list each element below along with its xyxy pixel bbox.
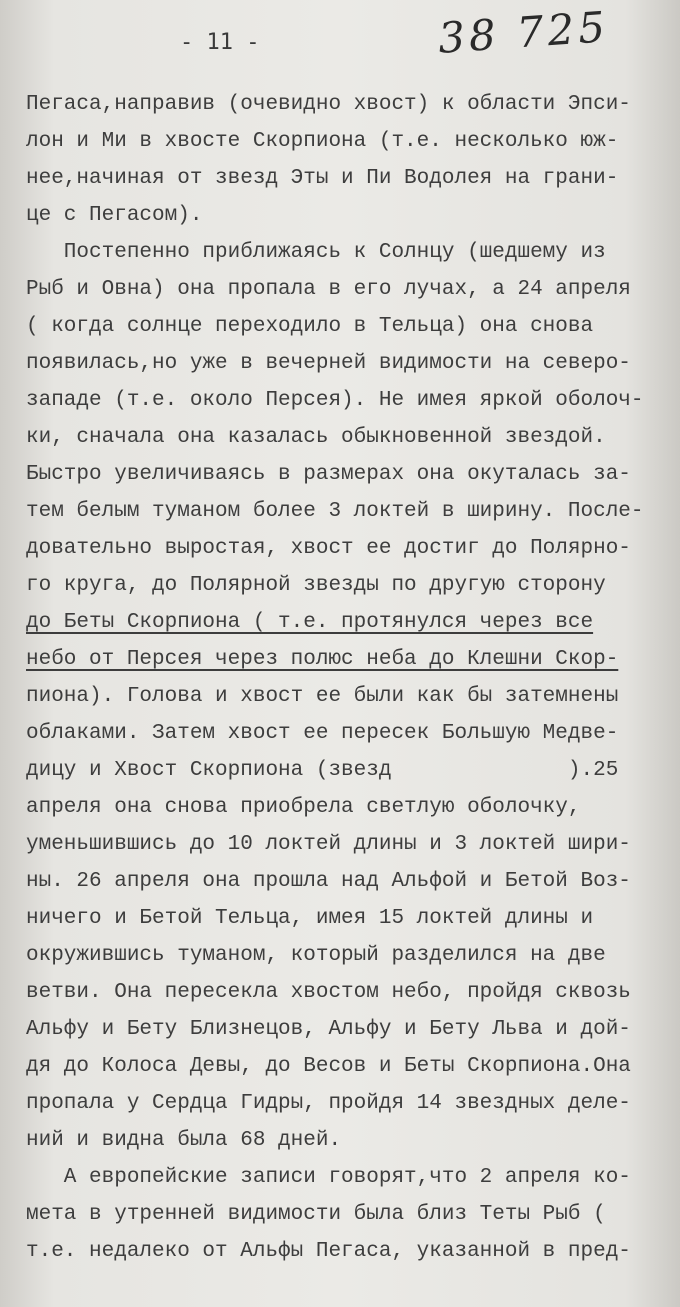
text-line-underlined: до Беты Скорпиона ( т.е. протянулся через все	[26, 611, 594, 634]
text-line-underlined: небо от Персея через полюс неба до Клешни Скор-	[26, 648, 619, 671]
text-line: т.е. недалеко от Альфы Пегаса, указанной в пред-	[26, 1240, 631, 1263]
text-line: тем белым туманом более 3 локтей в ширину. После-	[26, 500, 644, 523]
text-line: облаками. Затем хвост ее пересек Большую Медве-	[26, 722, 619, 745]
text-line: мета в утренней видимости была близ Теты Рыб (	[26, 1203, 606, 1226]
text-line: пиона). Голова и хвост ее были как бы затемнены	[26, 685, 619, 708]
text-line: появилась,но уже в вечерней видимости на северо-	[26, 352, 631, 375]
text-line: го круга, до Полярной звезды по другую сторону	[26, 574, 606, 597]
text-line: апреля она снова приобрела светлую оболочку,	[26, 796, 581, 819]
text-line: дя до Колоса Девы, до Весов и Беты Скорпиона.Она	[26, 1055, 631, 1078]
text-line: Пегаса,направив (очевидно хвост) к области Эпси-	[26, 93, 631, 116]
text-line: западе (т.е. около Персея). Не имея яркой оболоч-	[26, 389, 644, 412]
text-line: ки, сначала она казалась обыкновенной звездой.	[26, 426, 606, 449]
text-line: довательно выростая, хвост ее достиг до Полярно-	[26, 537, 631, 560]
text-line: Альфу и Бету Близнецов, Альфу и Бету Льва и дой-	[26, 1018, 631, 1041]
text-line: Быстро увеличиваясь в размерах она окуталась за-	[26, 463, 631, 486]
text-line: ний и видна была 68 дней.	[26, 1129, 342, 1152]
text-line: нее,начиная от звезд Эты и Пи Водолея на грани-	[26, 167, 619, 190]
text-line: окружившись туманом, который разделился на две	[26, 944, 606, 967]
text-line: Постепенно приближаясь к Солнцу (шедшему из	[26, 241, 606, 264]
text-line: ( когда солнце переходило в Тельца) она снова	[26, 315, 594, 338]
handwritten-archive-number: 38 725	[436, 2, 611, 63]
text-line: Рыб и Овна) она пропала в его лучах, а 24 апреля	[26, 278, 631, 301]
page-number: - 11 -	[180, 30, 260, 55]
text-line: лон и Ми в хвосте Скорпиона (т.е. несколько юж-	[26, 130, 619, 153]
text-line: це с Пегасом).	[26, 204, 203, 227]
text-line: уменьшившись до 10 локтей длины и 3 локтей шири-	[26, 833, 631, 856]
text-line: пропала у Сердца Гидры, пройдя 14 звездных деле-	[26, 1092, 631, 1115]
text-line: А европейские записи говорят,что 2 апреля ко-	[26, 1166, 631, 1189]
text-line: ветви. Она пересекла хвостом небо, пройдя сквозь	[26, 981, 631, 1004]
text-line: ны. 26 апреля она прошла над Альфой и Бетой Воз-	[26, 870, 631, 893]
text-line: ничего и Бетой Тельца, имея 15 локтей длины и	[26, 907, 594, 930]
text-line: дицу и Хвост Скорпиона (звезд ).25	[26, 759, 619, 782]
